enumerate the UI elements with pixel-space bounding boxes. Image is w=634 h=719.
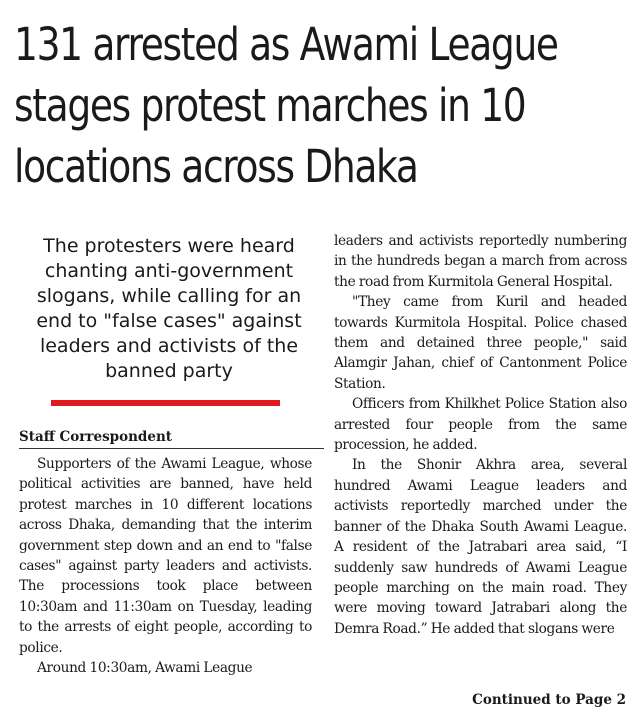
headline [14, 14, 558, 197]
body-paragraph: In the Shonir Akhra area, several hundred Awami League leaders and activists reportedly marched under the banner of the Dhaka South Awami League. A resident of the Jatrabari area said, “I suddenly saw hundreds of Awami League people marching on the main road. They were moving toward Jatrabari along the Demra Road.” He added that slogans were [334, 457, 627, 637]
deck-line: The protesters were heard [43, 235, 295, 257]
body-column-right [334, 231, 627, 639]
deck-line: chanting anti-government [44, 260, 294, 282]
deck-line: end to "false cases" against [36, 310, 302, 332]
deck-subheadline [14, 234, 324, 384]
headline-line: 131 arrested as Awami League [14, 18, 558, 71]
deck-line: leaders and activists of the [39, 335, 299, 357]
body-column-left [19, 454, 312, 678]
body-paragraph: Supporters of the Awami League, whose political activities are banned, have held protest marches in 10 different locations across Dhaka, demanding that the interim government step down and an end to "false cases" against party leaders and activists. The processions took place between 10:30am and 11:30am on Tuesday, leading to the arrests of eight people, according to police. [19, 456, 312, 656]
body-paragraph: leaders and activists reportedly numbering in the hundreds began a march from across the road from Kurmitola General Hospital. [334, 233, 627, 290]
deck-line: banned party [105, 360, 233, 382]
byline: Staff Correspondent [19, 428, 324, 449]
headline-line: stages protest marches in 10 [14, 79, 526, 132]
body-paragraph: Officers from Khilkhet Police Station also arrested four people from the same procession, he added. [334, 396, 627, 454]
headline-line: locations across Dhaka [14, 140, 418, 193]
body-paragraph: Around 10:30am, Awami League [37, 660, 253, 677]
body-paragraph: "They came from Kuril and headed towards Kurmitola Hospital. Police chased them and detained three people," said Alamgir Jahan, chief of Cantonment Police Station. [334, 294, 627, 392]
continued-jump-link[interactable]: Continued to Page 2 [472, 692, 626, 708]
red-divider-rule [51, 400, 280, 406]
deck-line: slogans, while calling for an [36, 285, 302, 307]
